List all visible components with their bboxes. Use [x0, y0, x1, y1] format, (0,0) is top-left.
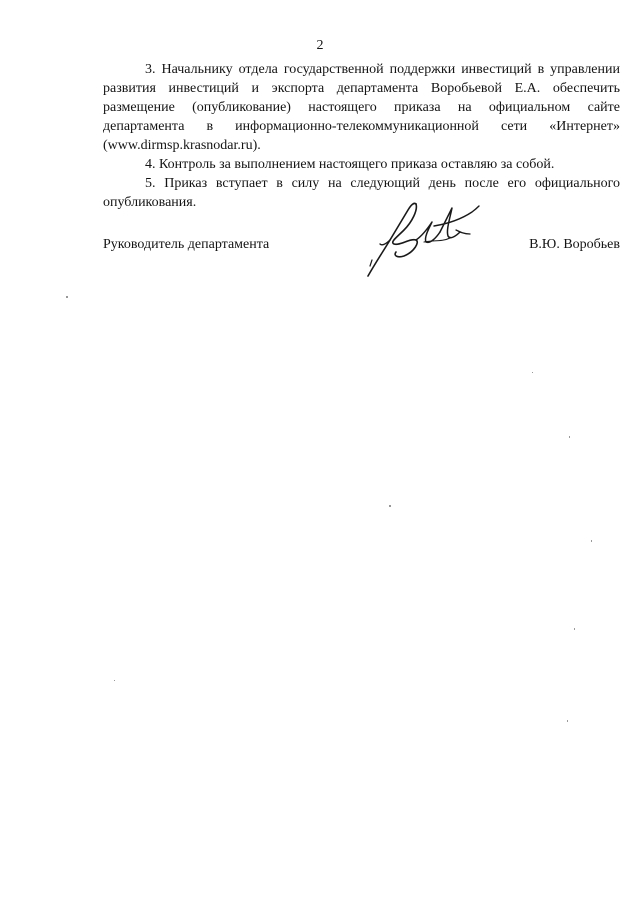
- handwritten-signature: [360, 196, 485, 278]
- paragraph-5-effective-date: 5. Приказ вступает в силу на следующий день после его официального опубликования.: [103, 176, 620, 210]
- signatory-role: Руководитель департамента: [103, 237, 270, 252]
- scan-speck: [567, 720, 568, 722]
- scan-speck: [591, 540, 592, 542]
- scan-speck: [389, 505, 391, 507]
- paragraph-4-control: 4. Контроль за выполнением настоящего приказа оставляю за собой.: [145, 157, 555, 172]
- paragraph-3-publication: 3. Начальнику отдела государственной поддержки инвестиций в управлении развития инвестиций и экспорта департамента Воробьевой Е.А. обеспечить размещение (опубликование) настоящего приказа на официальном сайте департамента в информационно-телекоммуникационной сети «Интернет» (www.dirmsp.krasnodar.ru).: [103, 62, 620, 153]
- scan-speck: [114, 680, 115, 681]
- scan-speck: [574, 628, 575, 630]
- document-body: [103, 60, 620, 212]
- signatory-name: В.Ю. Воробьев: [529, 237, 620, 252]
- page-number: 2: [316, 38, 324, 53]
- scan-speck: [569, 436, 570, 438]
- scan-speck: [532, 372, 533, 373]
- scan-speck: [66, 296, 68, 298]
